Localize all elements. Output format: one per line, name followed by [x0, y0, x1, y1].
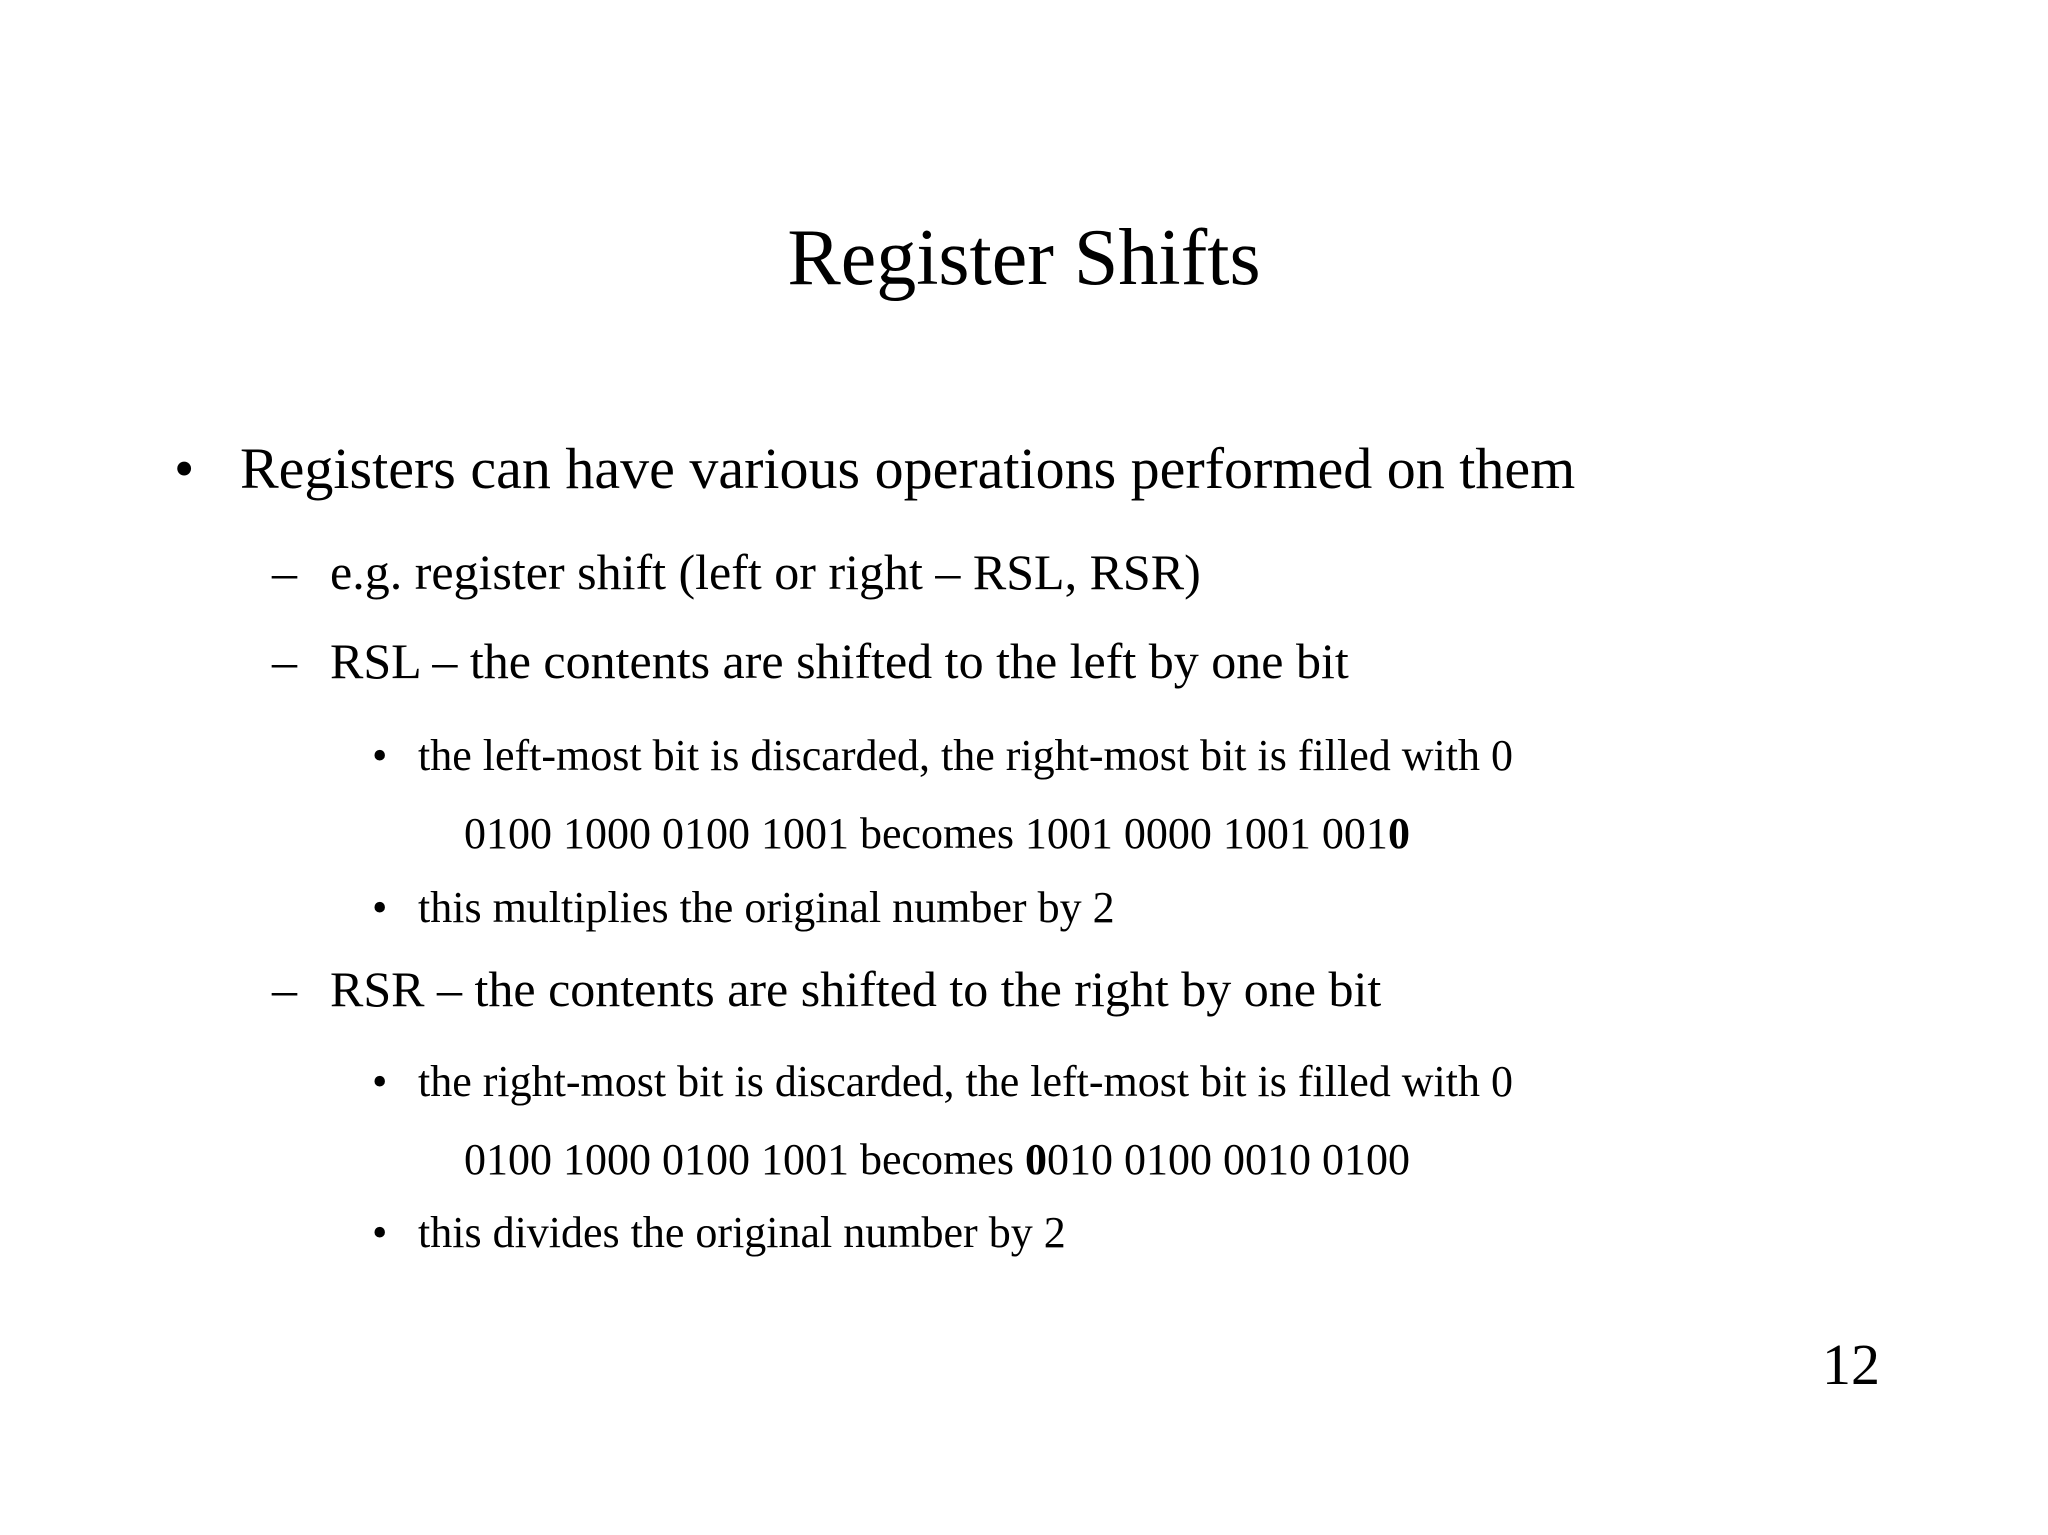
page-number: 12	[1822, 1332, 1880, 1397]
bullet-icon: •	[174, 436, 195, 501]
dash-icon: –	[272, 961, 297, 1017]
sub-item-register-shift-text: e.g. register shift (left or right – RSL, RSR)	[330, 544, 1201, 600]
dash-icon: –	[272, 544, 297, 600]
rsl-example-text	[464, 806, 1410, 862]
rsr-example-after: 010 0100 0010 0100	[1046, 1135, 1410, 1184]
rsr-example-text	[464, 1132, 1410, 1188]
sub-item-rsl-text: RSL – the contents are shifted to the left by one bit	[330, 633, 1349, 689]
bullet-registers-text: Registers can have various operations performed on them	[240, 436, 1576, 501]
bullet-icon: •	[372, 1057, 388, 1106]
bullet-icon: •	[372, 1208, 388, 1257]
bullet-icon: •	[372, 883, 388, 932]
bullet-icon: •	[372, 731, 388, 780]
rsl-example-bold-bit: 0	[1387, 809, 1410, 858]
rsl-effect-text: this multiplies the original number by 2	[418, 883, 1115, 932]
rsr-example-bold-bit: 0	[1024, 1135, 1047, 1184]
rsr-example-before: 0100 1000 0100 1001 becomes	[464, 1135, 1025, 1184]
sub-item-rsr-text: RSR – the contents are shifted to the right by one bit	[330, 961, 1382, 1017]
slide-title: Register Shifts	[787, 214, 1261, 302]
rsl-detail-text: the left-most bit is discarded, the right-most bit is filled with 0	[418, 731, 1513, 780]
rsr-detail-text: the right-most bit is discarded, the left-most bit is filled with 0	[418, 1057, 1513, 1106]
dash-icon: –	[272, 633, 297, 689]
rsr-effect-text: this divides the original number by 2	[418, 1208, 1066, 1257]
rsl-example-before: 0100 1000 0100 1001 becomes 1001 0000 1001 001	[464, 809, 1388, 858]
